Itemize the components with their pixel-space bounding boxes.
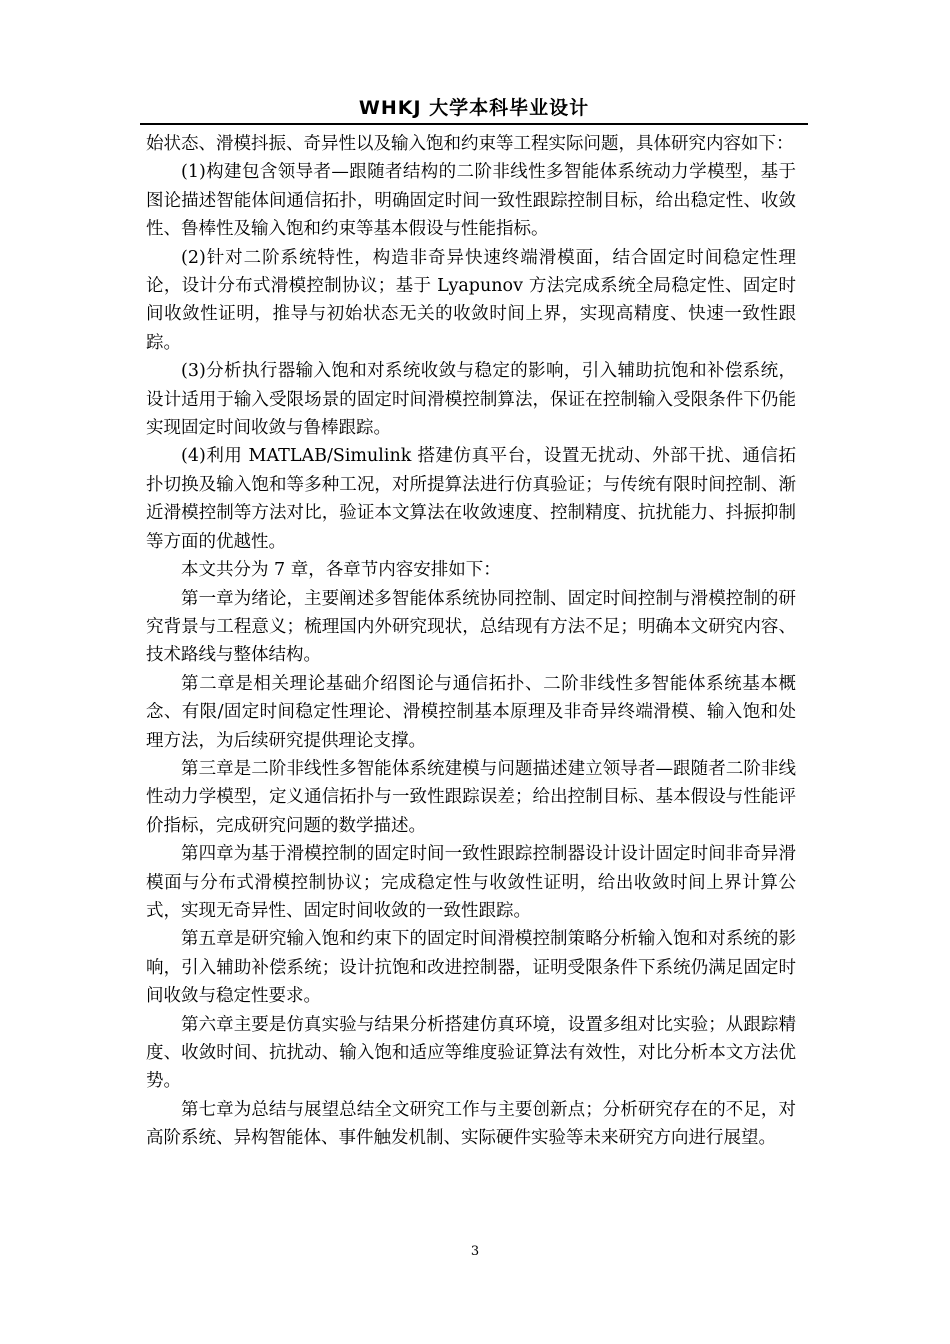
running-header: WHKJ 大学本科毕业设计	[358, 97, 590, 119]
paragraph-chapter-6: 第六章主要是仿真实验与结果分析搭建仿真环境，设置多组对比实验；从跟踪精度、收敛时间、抗扰动、输入饱和适应等维度验证算法有效性，对比分析本文方法优势。	[146, 1014, 796, 1092]
paragraph-research-item-1: (1)构建包含领导者—跟随者结构的二阶非线性多智能体系统动力学模型，基于图论描述智能体间通信拓扑，明确固定时间一致性跟踪控制目标，给出稳定性、收敛性、鲁棒性及输入饱和约束等基本假设与性能指标。	[146, 162, 796, 240]
body-text	[146, 130, 796, 1153]
paragraph-chapter-5: 第五章是研究输入饱和约束下的固定时间滑模控制策略分析输入饱和对系统的影响，引入辅助补偿系统；设计抗饱和改进控制器，证明受限条件下系统仍满足固定时间收敛与稳定性要求。	[146, 929, 796, 1007]
paragraph-research-item-3: (3)分析执行器输入饱和对系统收敛与稳定的影响，引入辅助抗饱和补偿系统，设计适用于输入受限场景的固定时间滑模控制算法，保证在控制输入受限条件下仍能实现固定时间收敛与鲁棒跟踪。	[146, 361, 796, 439]
paragraph-chapter-2: 第二章是相关理论基础介绍图论与通信拓扑、二阶非线性多智能体系统基本概念、有限/固定时间稳定性理论、滑模控制基本原理及非奇异终端滑模、输入饱和处理方法，为后续研究提供理论支撑。	[146, 673, 796, 751]
paragraph-chapter-1: 第一章为绪论，主要阐述多智能体系统协同控制、固定时间控制与滑模控制的研究背景与工程意义；梳理国内外研究现状，总结现有方法不足；明确本文研究内容、技术路线与整体结构。	[146, 588, 796, 666]
header-divider	[140, 123, 808, 125]
paragraph-continuation: 始状态、滑模抖振、奇异性以及输入饱和约束等工程实际问题，具体研究内容如下：	[146, 134, 794, 154]
page-number: 3	[470, 1244, 480, 1259]
paragraph-chapter-3: 第三章是二阶非线性多智能体系统建模与问题描述建立领导者—跟随者二阶非线性动力学模型，定义通信拓扑与一致性跟踪误差；给出控制目标、基本假设与性能评价指标，完成研究问题的数学描述。	[146, 758, 796, 836]
paragraph-research-item-2: (2)针对二阶系统特性，构造非奇异快速终端滑模面，结合固定时间稳定性理论，设计分布式滑模控制协议；基于 Lyapunov 方法完成系统全局稳定性、固定时间收敛性证明，推导与初始状态无关的收敛时间上界，实现高精度、快速一致性跟踪。	[146, 247, 796, 353]
paragraph-research-item-4: (4)利用 MATLAB/Simulink 搭建仿真平台，设置无扰动、外部干扰、通信拓扑切换及输入饱和等多种工况，对所提算法进行仿真验证；与传统有限时间控制、渐近滑模控制等方法对比，验证本文算法在收敛速度、控制精度、抗扰能力、抖振抑制等方面的优越性。	[146, 446, 796, 552]
paragraph-chapter-4: 第四章为基于滑模控制的固定时间一致性跟踪控制器设计设计固定时间非奇异滑模面与分布式滑模控制协议；完成稳定性与收敛性证明，给出收敛时间上界计算公式，实现无奇异性、固定时间收敛的一致性跟踪。	[146, 844, 796, 921]
paragraph-chapter-7: 第七章为总结与展望总结全文研究工作与主要创新点；分析研究存在的不足，对高阶系统、异构智能体、事件触发机制、实际硬件实验等未来研究方向进行展望。	[146, 1099, 796, 1149]
paragraph-chapter-intro: 本文共分为 7 章，各章节内容安排如下：	[181, 560, 501, 581]
